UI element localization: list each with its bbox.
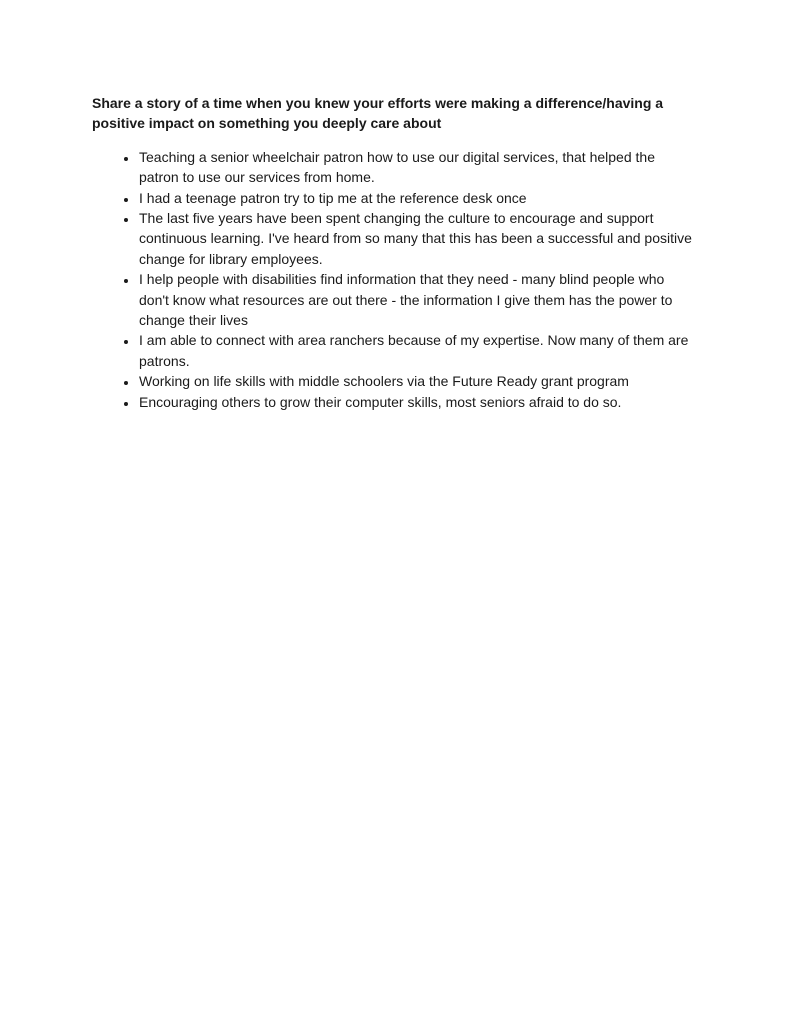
list-item: • Encouraging others to grow their computer skills, most seniors afraid to do so. xyxy=(138,392,692,412)
list-item: • I help people with disabilities find information that they need - many blind people who don't know what resources are out there - the information I give them has the power to change their lives xyxy=(138,269,692,330)
list-item: • I had a teenage patron try to tip me at the reference desk once xyxy=(138,188,692,208)
list-item: • Working on life skills with middle schoolers via the Future Ready grant program xyxy=(138,371,692,391)
question-heading: Share a story of a time when you knew your efforts were making a difference/having a positive impact on something you deeply care about xyxy=(92,95,664,132)
list-item: • Teaching a senior wheelchair patron how to use our digital services, that helped the patron to use our services from home. xyxy=(138,147,692,188)
list-item: • I am able to connect with area ranchers because of my expertise. Now many of them are patrons. xyxy=(138,330,692,371)
list-item: • The last five years have been spent changing the culture to encourage and support continuous learning. I've heard from so many that this has been a successful and positive change for library employees. xyxy=(138,208,692,269)
document-content xyxy=(92,93,692,412)
responses-list xyxy=(92,147,692,412)
